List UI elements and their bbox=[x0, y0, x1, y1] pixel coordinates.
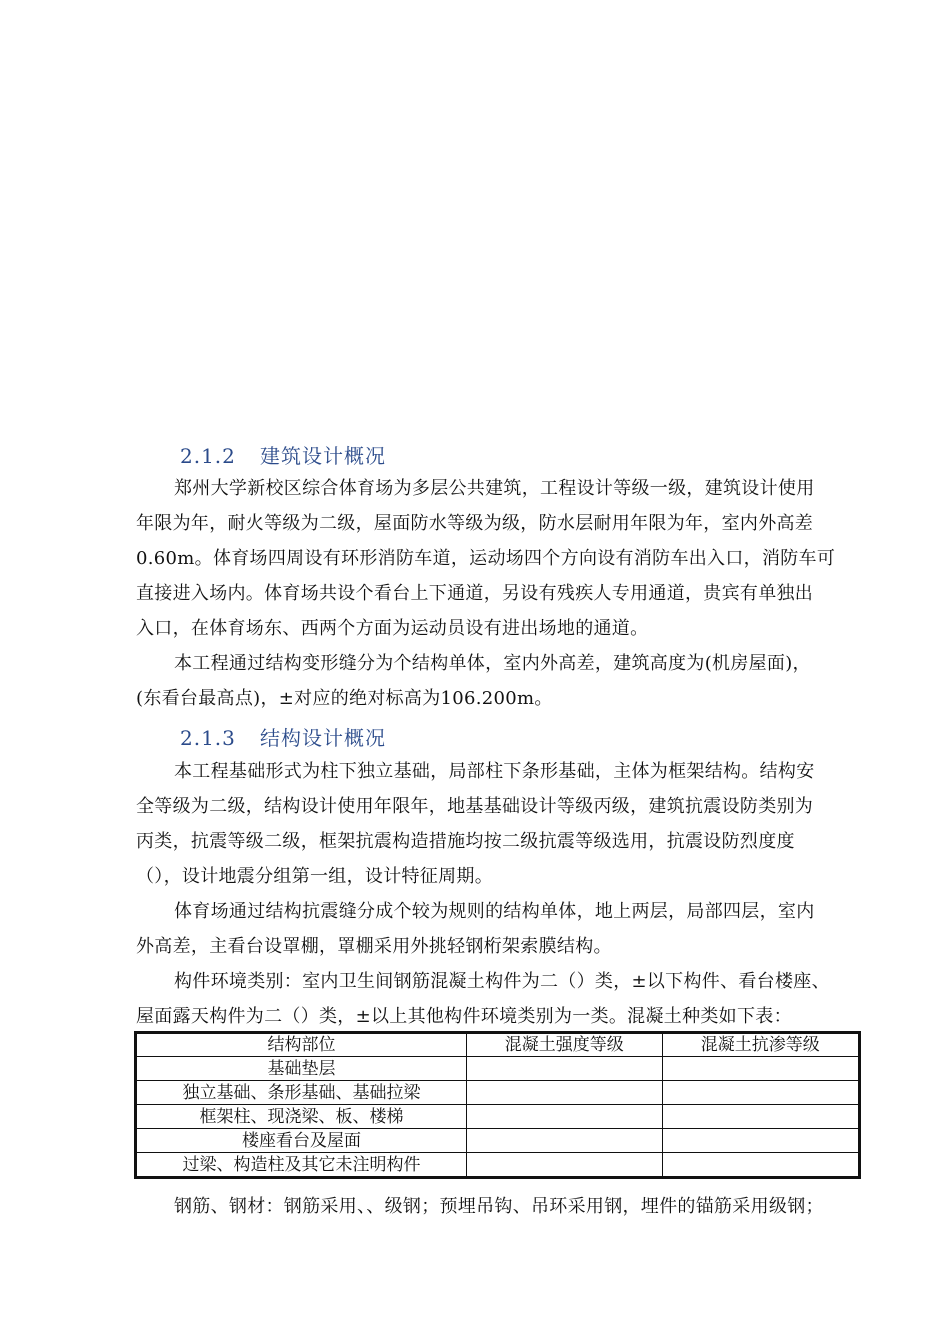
paragraph-line: 入口，在体育场东、西两个方面为运动员设有进出场地的通道。 bbox=[136, 618, 649, 639]
table-cell: 楼座看台及屋面 bbox=[136, 1129, 467, 1153]
table-cell bbox=[662, 1057, 859, 1081]
paragraph-line: 丙类，抗震等级二级，框架抗震构造措施均按二级抗震等级选用，抗震设防烈度度 bbox=[136, 831, 795, 852]
column-header: 结构部位 bbox=[136, 1033, 467, 1057]
paragraph-line: 年限为年，耐火等级为二级，屋面防水等级为级，防水层耐用年限为年，室内外高差 bbox=[136, 513, 814, 534]
section-heading-2-1-2 bbox=[180, 440, 386, 469]
table-row bbox=[136, 1081, 860, 1105]
table-cell bbox=[662, 1129, 859, 1153]
section-heading-2-1-3 bbox=[180, 722, 386, 751]
column-header: 混凝土抗渗等级 bbox=[662, 1033, 859, 1057]
paragraph-line: 郑州大学新校区综合体育场为多层公共建筑，工程设计等级一级，建筑设计使用 bbox=[174, 478, 815, 499]
table-cell bbox=[467, 1129, 662, 1153]
concrete-spec-table bbox=[134, 1031, 861, 1179]
paragraph-line: 直接进入场内。体育场共设个看台上下通道，另设有残疾人专用通道，贵宾有单独出 bbox=[136, 583, 814, 604]
paragraph-line: 全等级为二级，结构设计使用年限年，地基基础设计等级丙级，建筑抗震设防类别为 bbox=[136, 796, 814, 817]
table-cell: 基础垫层 bbox=[136, 1057, 467, 1081]
paragraph-line: （），设计地震分组第一组，设计特征周期。 bbox=[136, 866, 493, 887]
section-title: 结构设计概况 bbox=[260, 726, 386, 750]
table-cell: 过梁、构造柱及其它未注明构件 bbox=[136, 1153, 467, 1178]
section-number: 2.1.3 bbox=[180, 726, 236, 750]
paragraph-line: 外高差，主看台设罩棚，罩棚采用外挑轻钢桁架索膜结构。 bbox=[136, 936, 612, 957]
table-header-row bbox=[136, 1033, 860, 1057]
table-row bbox=[136, 1105, 860, 1129]
paragraph-line: 本工程基础形式为柱下独立基础，局部柱下条形基础，主体为框架结构。结构安 bbox=[174, 761, 815, 782]
column-header: 混凝土强度等级 bbox=[467, 1033, 662, 1057]
paragraph-line: 屋面露天构件为二（）类，±以上其他构件环境类别为一类。混凝土种类如下表： bbox=[136, 1006, 792, 1027]
table-cell bbox=[662, 1153, 859, 1178]
table-row bbox=[136, 1057, 860, 1081]
table-cell bbox=[467, 1153, 662, 1178]
table-cell: 独立基础、条形基础、基础拉梁 bbox=[136, 1081, 467, 1105]
table-cell: 框架柱、现浇梁、板、楼梯 bbox=[136, 1105, 467, 1129]
table-row bbox=[136, 1153, 860, 1178]
section-number: 2.1.2 bbox=[180, 444, 236, 468]
section-title: 建筑设计概况 bbox=[260, 444, 386, 468]
paragraph-line: 钢筋、钢材：钢筋采用、、级钢；预埋吊钩、吊环采用钢，埋件的锚筋采用级钢； bbox=[174, 1196, 824, 1217]
paragraph-line: 本工程通过结构变形缝分为个结构单体，室内外高差，建筑高度为(机房屋面)， bbox=[174, 653, 811, 674]
paragraph-line: 构件环境类别：室内卫生间钢筋混凝土构件为二（）类，±以下构件、看台楼座、 bbox=[174, 971, 830, 992]
table-cell bbox=[467, 1081, 662, 1105]
paragraph-line: (东看台最高点)，±对应的绝对标高为106.200m。 bbox=[136, 688, 553, 709]
table-cell bbox=[662, 1105, 859, 1129]
paragraph-line: 0.60m。体育场四周设有环形消防车道，运动场四个方向设有消防车出入口，消防车可 bbox=[136, 548, 836, 569]
table-cell bbox=[662, 1081, 859, 1105]
table-row bbox=[136, 1129, 860, 1153]
paragraph-line: 体育场通过结构抗震缝分成个较为规则的结构单体，地上两层，局部四层，室内 bbox=[174, 901, 815, 922]
table-cell bbox=[467, 1057, 662, 1081]
table-cell bbox=[467, 1105, 662, 1129]
